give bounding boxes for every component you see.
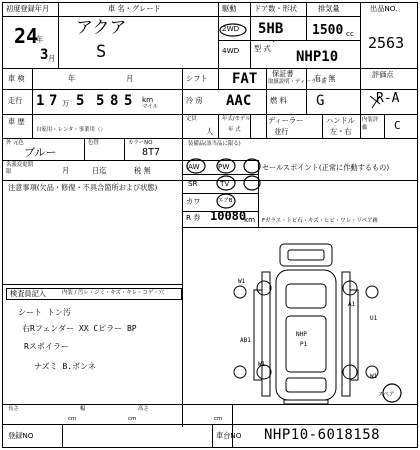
color-no-label: カラーNO	[128, 140, 153, 146]
handle-label: ハンドル	[326, 116, 355, 125]
shaken-month-unit: 月	[126, 74, 134, 83]
sales-point-label: セールスポイント(正常に作動するもの)	[262, 163, 390, 172]
mark-p1: P1	[300, 341, 308, 348]
note-line-4: ナズミ B.ボンネ	[34, 362, 96, 371]
height-unit: cm	[214, 416, 223, 422]
first-registration-month: 3	[40, 47, 49, 63]
exterior-label: 外 元色	[6, 140, 24, 146]
note-line-1: シート トン汚	[18, 308, 71, 317]
tv-circle	[217, 176, 235, 190]
shift-label: シフト	[186, 74, 208, 83]
tax-label: 税 無	[134, 166, 151, 175]
warranty-value: 有・無	[314, 74, 336, 83]
chassis-value: NHP10-6018158	[264, 427, 381, 443]
caution-label: 注意事項(欠品・修復・不具合箇所および状態)	[8, 183, 158, 192]
dealer-value: 並行	[274, 127, 289, 136]
interior-value: C	[394, 119, 401, 132]
spare-label: スペア	[378, 392, 395, 398]
reg-no-label: 登録NO	[8, 431, 34, 440]
mileage-label: 走行	[8, 96, 23, 105]
handle-value: 左・右	[330, 127, 352, 136]
chassis-label: 車台NO	[216, 431, 242, 440]
model-type-label: 型 式	[254, 44, 271, 53]
mileage-digit-5: 8	[110, 93, 119, 109]
shaken-year-unit: 年	[68, 74, 76, 83]
airbag-circle	[217, 194, 235, 208]
year-unit: 年	[36, 35, 44, 44]
model-type-value: NHP10	[296, 49, 339, 65]
color-change-label: 色替	[88, 140, 99, 146]
mark-a1: A1	[348, 301, 356, 308]
drive-4wd: 4WD	[222, 46, 240, 55]
equipment-title: 装備品(該当品に限る)	[188, 141, 241, 147]
ac-value: AAC	[226, 93, 252, 109]
fuel-value: G	[316, 93, 325, 109]
spare-tire	[383, 384, 401, 402]
equip-code-aw: AW	[188, 162, 200, 171]
drive-label: 駆動	[222, 4, 237, 13]
ac-label: 冷 房	[186, 96, 203, 105]
car-name-label: 車 名・グレード	[108, 4, 161, 13]
warranty-sub: 取扱説明・ディーラー新	[268, 79, 327, 85]
change-label: 年式/モデル	[222, 116, 251, 122]
equip-code-sr: SR	[188, 179, 198, 188]
name-change-day: 日迄	[92, 166, 107, 175]
width-label: 幅	[80, 406, 86, 412]
mileage-digit-6: 5	[124, 93, 133, 109]
drive-2wd: 2WD	[222, 24, 240, 33]
pw-circle	[217, 159, 235, 173]
grade: S	[96, 42, 107, 62]
note-line-2: 右Rフェンダー XX Cピラー BP	[22, 324, 137, 333]
displacement-unit: cc	[346, 29, 354, 38]
sales-point-sub: Fガラス・トピ石・キズ・ヒビ・ワレ・リペア跡	[262, 218, 378, 224]
mileage-digit-2: 7	[49, 93, 58, 109]
inspector-label: 検査員記入	[10, 289, 46, 298]
car-diagram	[234, 244, 378, 404]
aw-circle	[187, 159, 205, 173]
mileage-digit-3: 5	[76, 93, 85, 109]
mark-w1-b: W1	[258, 361, 266, 368]
first-registration-label: 初度登録年月	[6, 4, 50, 13]
r-value: 10080	[210, 209, 247, 223]
doors-value: 5HB	[258, 21, 284, 37]
interior-label: 内装評価	[362, 117, 379, 131]
history-sub: 自家用・レンタ・事業用（）	[36, 127, 106, 133]
equip-code-kawa: カワ	[186, 197, 201, 206]
doors-label: ドア数・形状	[254, 4, 297, 13]
drive-2wd-circle	[220, 24, 246, 36]
displacement-label: 排気量	[318, 4, 340, 13]
mileage-unit-mile: マイル	[142, 104, 159, 110]
mark-u1: U1	[370, 315, 378, 322]
inspector-tabs: 内装 / 汚レ・ジミ・キズ・キレ・コゲ・穴	[62, 290, 165, 296]
mileage-digit-4: 5	[96, 93, 105, 109]
car-name: アクア	[76, 18, 127, 38]
change-value: 年 式	[228, 127, 241, 133]
name-change-label: 名義変更期限	[6, 162, 33, 175]
mileage-digit-1: 1	[36, 93, 45, 109]
month-unit: 月	[48, 54, 56, 63]
shaken-label: 車 検	[8, 74, 25, 83]
color-no-value: 8T7	[142, 147, 161, 158]
mileage-unit-km: km	[142, 95, 154, 104]
dealer-label: ディーラー	[268, 116, 304, 125]
capacity-label: 定員	[186, 116, 197, 122]
score-label: 評価点	[372, 70, 394, 79]
equip-value-pw: PW	[218, 162, 230, 171]
height-label: 高さ	[138, 406, 149, 412]
r-label: R 券	[186, 213, 201, 222]
mileage-unit-man: 万	[62, 99, 70, 108]
displacement-value: 1500	[312, 23, 344, 38]
note-line-3: Rスポイラー	[24, 342, 69, 351]
equip-value-airbag: エアB	[218, 198, 233, 204]
lot-no-label: 出品NO.	[370, 4, 398, 13]
warranty-label: 保証書	[272, 69, 294, 78]
length-unit: cm	[68, 416, 77, 422]
r-unit: km	[244, 215, 256, 224]
doors-dot: ・	[270, 37, 278, 46]
mark-w1-c: W1	[370, 373, 378, 380]
mark-w1: W1	[238, 278, 246, 285]
width-unit: cm	[128, 416, 137, 422]
length-label: 長さ	[8, 406, 19, 412]
lot-no-value: 2563	[368, 34, 405, 52]
exterior-value: ブルー	[24, 146, 57, 159]
equip-value-tv: TV	[220, 179, 230, 188]
mark-nhp: NHP	[296, 331, 307, 338]
score-value: R-A	[376, 91, 400, 106]
mark-ab1: AB1	[240, 337, 251, 344]
name-change-month: 月	[62, 166, 70, 175]
capacity-unit: 人	[206, 127, 214, 136]
first-registration-year: 24	[14, 24, 39, 48]
fuel-label: 燃 料	[270, 96, 287, 105]
score-drawing	[370, 96, 380, 108]
history-label: 車 歴	[8, 117, 25, 126]
shift-value: FAT	[232, 71, 258, 87]
